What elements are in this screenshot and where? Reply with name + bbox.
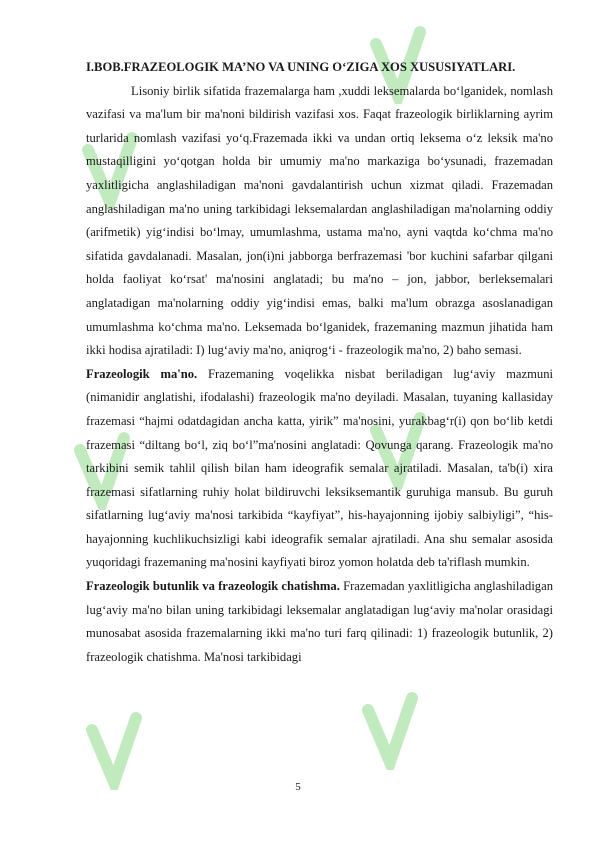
- paragraph-1-text: Lisoniy birlik sifatida frazemalarga ham ,xuddi leksemalarda bo‘lganidek, nomlash vazifasi va ma'lum bir ma'noni bildirish vazifasi xos. Faqat frazeologik birliklarning ayrim turlarida nomlash vazifasi yo‘q.Frazemada ikki va undan ortiq leksema o‘z leksik ma'no mustaqilligini yo‘qotgan holda bir umumiy ma'no markaziga bo‘ysunadi, frazemadan yaxlitligicha anglashiladigan ma'noni gavdalantirish uchun xizmat qiladi. Frazemadan anglashiladigan ma'no uning tarkibidagi leksemalardan anglashiladigan ma'nolarning oddiy (arifmetik) yig‘indisi bo‘lmay, umumlashma, ustama ma'no, ayni vaqtda ko‘chma ma'no sifatida gavdalanadi. Masalan, jon(i)ni jabborga berfrazemasi 'bor kuchini safarbar qilgani holda faoliyat ko‘rsat' ma'nosini anglatadi; bu ma'no – jon, jabbor, berleksemalari anglatadigan ma'nolarning oddiy yig‘indisi emas, balki ma'lum obrazga asoslanadigan umumlashma ko‘chma ma'no. Leksemada bo‘lganidek, frazemaning mazmun jihatida ham ikki hodisa ajratiladi: I) lug‘aviy ma'no, aniqrog‘i - frazeologik ma'no, 2) baho semasi.: [86, 83, 553, 358]
- watermark-mark: [360, 690, 420, 770]
- paragraph-2: [86, 363, 553, 575]
- paragraph-2-text: Frazemaning voqelikka nisbat beriladigan lug‘aviy mazmuni (nimanidir anglatishi, ifodalashi) frazeologik ma'no deyiladi. Masalan, tuyaning kallasiday frazemasi “hajmi odatdagidan ancha katta, yirik” ma'nosini, yurakbag‘r(i) qon bo‘lib ketdi frazemasi “diltang bo‘l, ziq bo‘l”ma'nosini anglatadi: Qovunga qarang. Frazeologik ma'no tarkibini semik tahlil qilish bilan ham ideografik semalar ajratiladi. Masalan, ta'b(i) xira frazemasi sifatlarning ruhiy holat bildiruvchi leksiksemantik guruhiga mansub. Bu guruh sifatlarning lug‘aviy ma'nosi tarkibida “kayfiyat”, his-hayajonning ijobiy salbiyligi”, “his-hayajonning kuchlikuchsizligi kabi ideografik semalar ajratiladi. Ana shu semalar asosida yuqoridagi frazemaning ma'nosini kayfiyati biroz yomon holatda deb ta'riflash mumkin.: [86, 366, 553, 570]
- paragraph-1: [86, 80, 553, 363]
- paragraph-3-text: Frazemadan yaxlitligicha anglashiladigan lug‘aviy ma'no bilan uning tarkibidagi leksemalar anglatadigan lug‘aviy ma'nolar orasidagi munosabat asosida frazemalarning ikki ma'no turi farq qilinadi: 1) frazeologik butunlik, 2) frazeologik chatishma. Ma'nosi tarkibidagi: [86, 579, 553, 664]
- chapter-heading: I.BOB.FRAZEOLOGIK MA’NO VA UNING O‘ZIGA XOS XUSUSIYATLARI.: [86, 60, 516, 74]
- paragraph-3-lead: Frazeologik butunlik va frazeologik chatishma.: [86, 579, 340, 594]
- paragraph-3: [86, 575, 553, 669]
- document-body: [86, 56, 553, 669]
- paragraph-2-lead: Frazeologik ma'no.: [86, 366, 198, 381]
- watermark-mark: [84, 710, 144, 790]
- page-number: 5: [295, 781, 301, 793]
